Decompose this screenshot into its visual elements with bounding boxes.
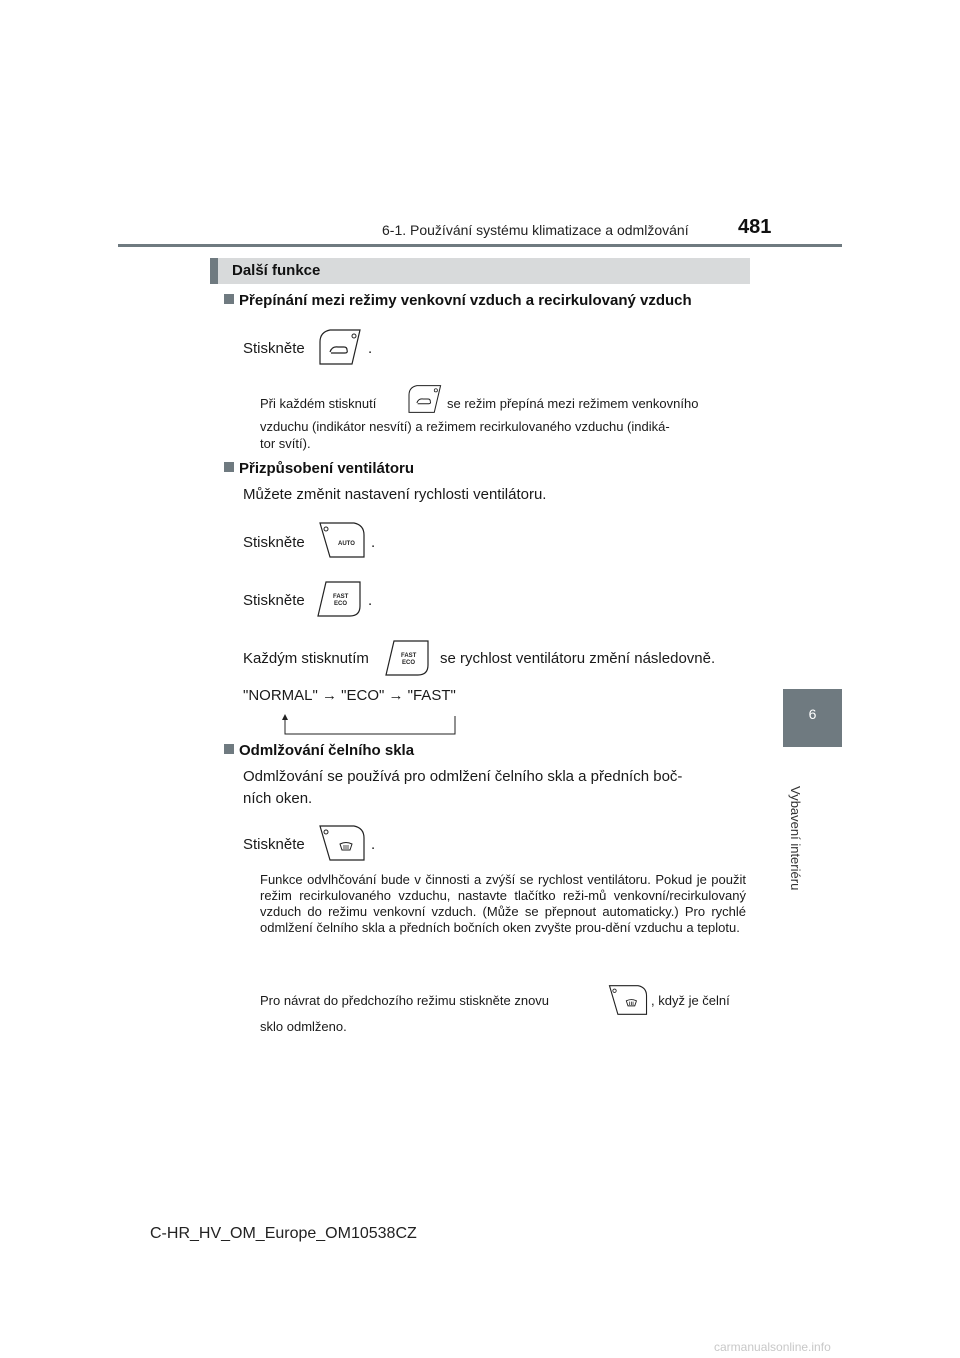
recirculation-button-icon-inline	[404, 384, 444, 414]
fast-eco-button-icon	[316, 580, 366, 618]
press-instruction-auto: Stiskněte	[243, 534, 305, 551]
svg-text:ECO: ECO	[402, 660, 416, 666]
press-instruction-fasteco: Stiskněte	[243, 592, 305, 609]
heading-fan-adjustment: Přizpůsobení ventilátoru	[224, 460, 414, 477]
press-end-defog: .	[371, 836, 376, 853]
fast-eco-button-icon-inline	[384, 639, 434, 677]
auto-label: AUTO	[338, 541, 355, 547]
defog-return-start: Pro návrat do předchozího režimu stiskněte znovu	[260, 993, 550, 1008]
fan-cycle-sequence: "NORMAL" → "ECO" → "FAST"	[243, 687, 456, 704]
chapter-label: Vybavení interiéru	[788, 786, 803, 891]
defog-note-paragraph: Funkce odvlhčování bude v činnosti a zvýší se rychlost ventilátoru. Pokud je použit režim recirkulovaného vzduchu, nastavte tlačítko reži-mů venkovní/recirkulovaný vzduch do režimu venkovní vzduch. (Může se přepnout automaticky.) Pro rychlé odmlžení čelního skla a předních bočních oken zvyšte prou-dění vzduchu a teplotu.	[260, 872, 746, 935]
chapter-label-wrap	[787, 786, 807, 891]
bullet-square	[224, 744, 234, 754]
document-footer-code: C-HR_HV_OM_Europe_OM10538CZ	[150, 1225, 417, 1242]
note-recirc-part2: se režim přepíná mezi režimem venkovního	[447, 396, 699, 411]
fast-label: FAST	[333, 594, 349, 600]
press-end-auto: .	[371, 534, 376, 551]
each-press-start: Každým stisknutím	[243, 650, 369, 667]
heading-windshield-defog: Odmlžování čelního skla	[224, 742, 414, 759]
each-press-end: se rychlost ventilátoru změní následovně.	[440, 650, 716, 667]
running-header-section: 6-1. Používání systému klimatizace a odmlžování	[382, 222, 689, 238]
defog-intro-line1: Odmlžování se používá pro odmlžení čelního skla a předních boč-	[243, 768, 683, 785]
svg-text:FAST: FAST	[401, 653, 417, 659]
press-instruction-1: Stiskněte	[243, 340, 305, 357]
heading-air-recirculation: Přepínání mezi režimy venkovní vzduch a recirkulovaný vzduch	[224, 292, 692, 309]
windshield-defog-button-icon-inline	[606, 984, 650, 1016]
box-title-text: Další funkce	[232, 262, 321, 279]
cycle-return-arrow	[280, 712, 460, 743]
fan-intro: Můžete změnit nastavení rychlosti ventilátoru.	[243, 486, 547, 503]
header-rule	[118, 244, 842, 247]
press-end-fasteco: .	[368, 592, 373, 609]
defog-return-line2: sklo odmlženo.	[260, 1019, 347, 1034]
bullet-square	[224, 294, 234, 304]
defog-return-end: , když je čelní	[651, 993, 730, 1008]
watermark: carmanualsonline.info	[714, 1340, 831, 1354]
note-recirc-part1: Při každém stisknutí	[260, 396, 377, 411]
windshield-defog-button-icon	[316, 824, 368, 862]
defog-intro-line2: ních oken.	[243, 790, 313, 807]
section-box-title	[210, 258, 750, 284]
press-end-1: .	[368, 340, 373, 357]
auto-button-icon	[316, 521, 368, 559]
chapter-number: 6	[808, 706, 817, 722]
bullet-square	[224, 462, 234, 472]
eco-label: ECO	[334, 601, 348, 607]
note-recirc-line2: vzduchu (indikátor nesvítí) a režimem recirkulovaného vzduchu (indiká-	[260, 419, 670, 434]
press-instruction-defog: Stiskněte	[243, 836, 305, 853]
note-recirc-line3: tor svítí).	[260, 436, 311, 451]
recirculation-button-icon	[314, 328, 364, 366]
page-number: 481	[738, 216, 772, 238]
